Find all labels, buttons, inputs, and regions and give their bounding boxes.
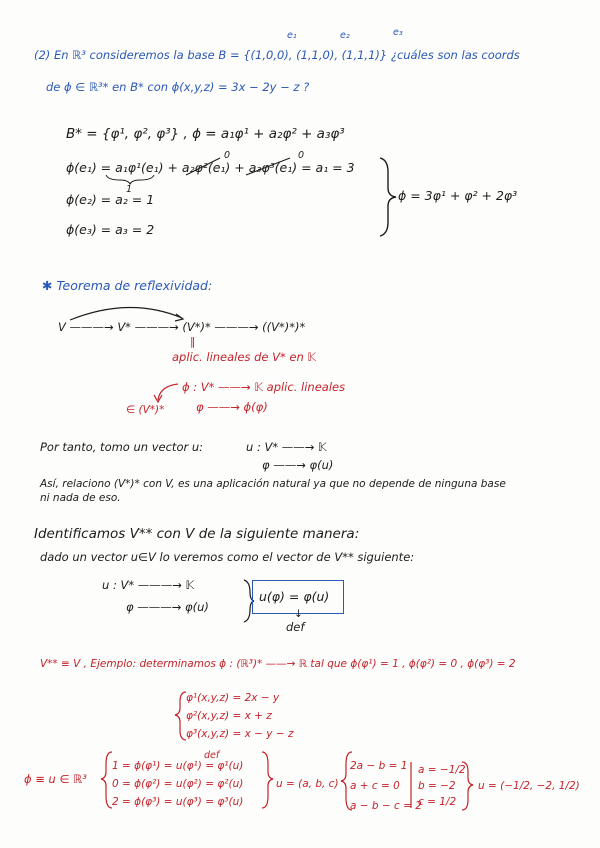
phi3-def: φ³(x,y,z) = x − y − z bbox=[186, 728, 294, 740]
solution-a: a = −1/2 bbox=[418, 764, 466, 776]
dado-text: dado un vector u∈V lo veremos como el vector de V** siguiente: bbox=[40, 550, 415, 564]
basis-label-e2: e₂ bbox=[340, 30, 350, 41]
system2-eq3: a − b − c = 2 bbox=[350, 800, 422, 812]
equals-mark: ‖ bbox=[190, 336, 196, 348]
identificamos-text: Identificamos V** con V de la siguiente manera: bbox=[34, 526, 360, 542]
def-label: def bbox=[286, 620, 305, 634]
red-map-line1: ϕ : V* ——→ 𝕂 aplic. lineales bbox=[182, 380, 346, 394]
def-small: def bbox=[204, 750, 220, 761]
por-tanto-text: Por tanto, tomo un vector u: bbox=[40, 440, 204, 454]
boxed-definition: u(φ) = φ(u) bbox=[259, 589, 330, 604]
red-brace-sys1-left bbox=[101, 752, 112, 808]
u-map-line1: u : V* ——→ 𝕂 bbox=[246, 440, 327, 454]
section3-map2: φ ———→ φ(u) bbox=[126, 600, 209, 614]
in-double-dual: ∈ (V*)* bbox=[126, 404, 165, 416]
aplic-lineales-note: aplic. lineales de V* en 𝕂 bbox=[172, 350, 317, 364]
final-vector: u = (−1/2, −2, 1/2) bbox=[478, 780, 580, 792]
phi-equiv-u: ϕ ≡ u ∈ ℝ³ bbox=[24, 772, 87, 786]
system1-eq1: 1 = ϕ(φ¹) = u(φ¹) = φ¹(u) bbox=[112, 760, 244, 772]
solution-b: b = −2 bbox=[418, 780, 456, 792]
example-intro: V** ≡ V , Ejemplo: determinamos ϕ : (ℝ³)* ——→ ℝ tal que ϕ(φ¹) = 1 , ϕ(φ²) = 0 , ϕ(φ³) = 2 bbox=[40, 658, 516, 670]
phi-e3-equation: ϕ(e₃) = a₃ = 2 bbox=[66, 222, 155, 237]
right-brace bbox=[380, 158, 396, 236]
zero-mark-2: 0 bbox=[298, 150, 305, 161]
system2-eq1: 2a − b = 1 bbox=[350, 760, 408, 772]
red-map-line2: φ ——→ ϕ(φ) bbox=[196, 400, 268, 414]
u-map-line2: φ ——→ φ(u) bbox=[262, 458, 334, 472]
system1-eq2: 0 = ϕ(φ²) = u(φ²) = φ²(u) bbox=[112, 778, 244, 790]
def-arrow: ↓ bbox=[294, 608, 303, 620]
phi2-def: φ²(x,y,z) = x + z bbox=[186, 710, 272, 722]
red-brace-sys1-right bbox=[262, 752, 273, 808]
zero-mark-1: 0 bbox=[224, 150, 231, 161]
system1-eq3: 2 = ϕ(φ³) = u(φ³) = φ³(u) bbox=[112, 796, 244, 808]
asi-line1: Así, relaciono (V*)* con V, es una aplicación natural ya que no depende de ninguna base bbox=[40, 478, 506, 490]
red-brace-defs bbox=[175, 692, 186, 740]
basis-label-e3: e₃ bbox=[393, 27, 403, 38]
curved-arrow bbox=[70, 307, 182, 320]
phi-result: ϕ = 3φ¹ + φ² + 2φ³ bbox=[398, 188, 518, 203]
problem-statement-line2: de ϕ ∈ ℝ³* en B* con ϕ(x,y,z) = 3x − 2y − z ? bbox=[46, 80, 310, 94]
basis-label-e1: e₁ bbox=[287, 30, 297, 41]
system2-eq2: a + c = 0 bbox=[350, 780, 400, 792]
asi-line2: ni nada de eso. bbox=[40, 492, 121, 504]
theorem-title: ✱ Teorema de reflexividad: bbox=[42, 278, 213, 293]
underbrace bbox=[106, 175, 154, 184]
problem-statement-line1: (2) En ℝ³ consideremos la base B = {(1,0,0), (1,1,0), (1,1,1)} ¿cuáles son las coords bbox=[34, 48, 520, 62]
solution-c: c = 1/2 bbox=[418, 796, 457, 808]
phi1-def: φ¹(x,y,z) = 2x − y bbox=[186, 692, 280, 704]
brace-value-mark: 1 bbox=[126, 184, 133, 195]
phi-e2-equation: ϕ(e₂) = a₂ = 1 bbox=[66, 192, 155, 207]
dual-basis-equation: B* = {φ¹, φ², φ³} , ϕ = a₁φ¹ + a₂φ² + a₃φ³ bbox=[66, 126, 345, 142]
u-components: u = (a, b, c) bbox=[276, 778, 339, 790]
section3-map1: u : V* ———→ 𝕂 bbox=[102, 578, 195, 592]
phi-e1-equation: ϕ(e₁) = a₁φ¹(e₁) + a₂φ²(e₁) + a₃φ³(e₁) = a₁ = 3 bbox=[66, 160, 355, 175]
dual-chain: V ———→ V* ———→ (V*)* ———→ ((V*)*)* bbox=[58, 320, 306, 334]
